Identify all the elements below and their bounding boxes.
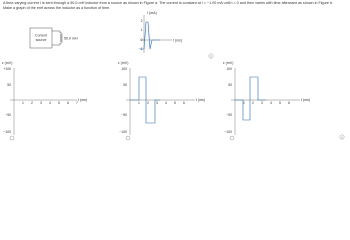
figure-b-tick-1: 1 <box>140 28 143 32</box>
choice-c-xtick-6: 6 <box>288 101 290 105</box>
choice-b-xtick-3: 3 <box>156 101 158 105</box>
figure-b-tick-neg1: −1 <box>138 47 143 51</box>
choice-a-xtick-2: 2 <box>31 101 33 105</box>
choice-c-xtick-4: 4 <box>270 101 272 105</box>
choice-c-xtick-3: 3 <box>261 101 263 105</box>
choice-b-ytick-neg50: −50 <box>121 113 127 117</box>
choice-a-graph <box>2 61 87 135</box>
choice-b-radio[interactable] <box>126 136 130 140</box>
choice-b-xtick-1: 1 <box>138 101 140 105</box>
source-label-2: source <box>35 38 47 42</box>
inductor-coil <box>60 33 62 44</box>
choice-a-xlabel: t (ms) <box>78 98 88 102</box>
choice-c-xtick-1: 1 <box>243 101 245 105</box>
choice-c-radio[interactable] <box>230 136 234 140</box>
choice-b-xtick-6: 6 <box>183 101 185 105</box>
choice-a-ytick-50: 50 <box>7 83 11 87</box>
source-label-1: Current <box>35 33 47 38</box>
choice-b-xlabel: t (ms) <box>196 98 206 102</box>
choice-c-ylabel: ε (mV) <box>223 61 234 65</box>
choice-c-xtick-5: 5 <box>279 101 281 105</box>
choice-b-graph <box>118 61 205 135</box>
choice-a-ytick-neg100: −100 <box>3 130 11 134</box>
choice-b-ytick-100: 100 <box>121 67 127 71</box>
choice-a-xtick-3: 3 <box>40 101 42 105</box>
choice-c-ytick-neg100: −100 <box>224 130 232 134</box>
choice-a-radio[interactable] <box>10 136 14 140</box>
circuit-diagram <box>30 28 78 48</box>
choice-c-ytick-100: 100 <box>226 67 232 71</box>
problem-line-2: Make a graph of the emf across the inductor as a function of time. <box>3 6 111 11</box>
choice-a-ytick-neg50: −50 <box>5 113 11 117</box>
choice-b-ytick-neg100: −100 <box>119 130 127 134</box>
choice-a-xtick-5: 5 <box>58 101 60 105</box>
figure-b-tick-0: 0 <box>140 38 143 42</box>
figure-b-xlabel: t (ms) <box>173 38 183 43</box>
figure-b-tick-2: 2 <box>140 19 143 23</box>
choice-b-xtick-5: 5 <box>174 101 176 105</box>
figure-b-ylabel: I (mA) <box>147 11 157 15</box>
choice-c-xlabel: t (ms) <box>301 98 311 102</box>
choice-b-xtick-4: 4 <box>165 101 167 105</box>
choice-a-ytick-100: +100 <box>3 67 11 71</box>
choice-c-graph <box>223 61 310 135</box>
svg-text:i: i <box>341 135 343 140</box>
choice-c-ytick-neg50: −50 <box>226 113 232 117</box>
choice-b-xtick-2: 2 <box>147 101 149 105</box>
choice-b-ylabel: ε (mV) <box>118 61 129 65</box>
problem-line-1: A time-varying current I is sent through a 50.0-mH inductor from a source as shown in Figure a. The current is constant at I = −1.00 mA until t = 0 and then varies with time afterward as shown in Figure b. <box>3 1 334 5</box>
choice-b-ytick-50: 50 <box>123 83 127 87</box>
choice-c-emf-curve <box>235 77 266 120</box>
choice-a-xtick-4: 4 <box>49 101 51 105</box>
choice-a-xtick-1: 1 <box>22 101 24 105</box>
choice-a-xtick-6: 6 <box>67 101 69 105</box>
choice-a-xtick-7: 7 <box>76 101 78 105</box>
choice-a-ylabel: ε (mV) <box>2 61 13 65</box>
choice-c-ytick-50: 50 <box>228 83 232 87</box>
choice-c-xtick-2: 2 <box>252 101 254 105</box>
inductor-label: 50.0 mH <box>64 36 78 41</box>
current-graph <box>139 11 183 53</box>
svg-text:i: i <box>210 54 212 59</box>
